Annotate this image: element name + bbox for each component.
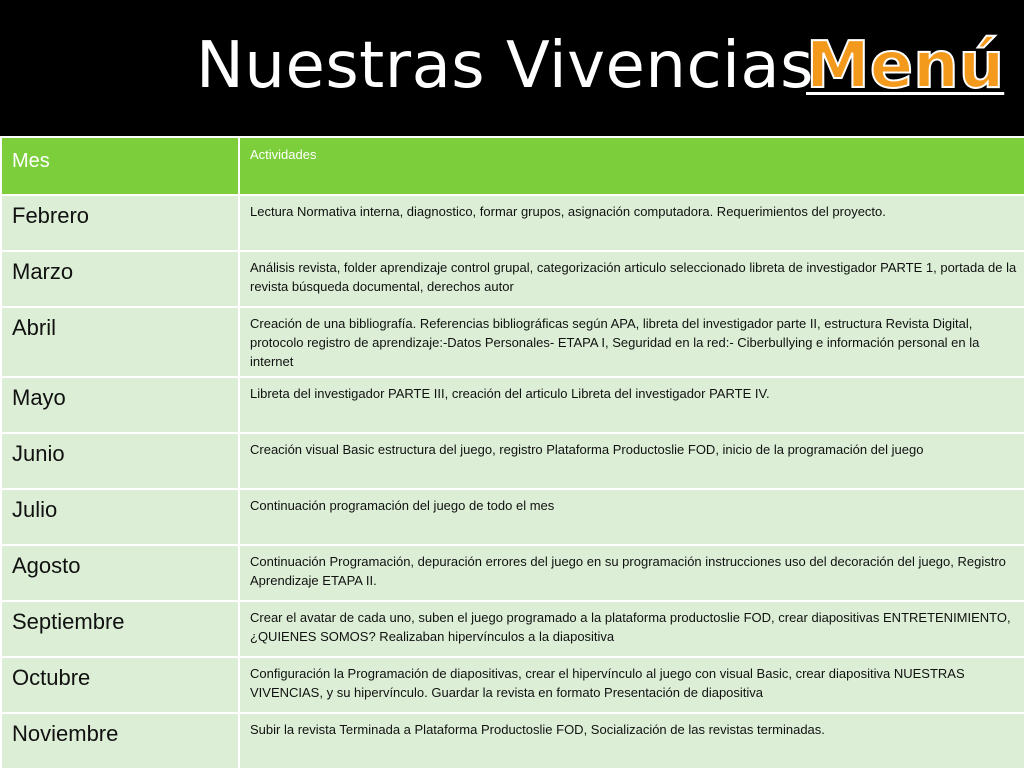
activities-cell: Creación de una bibliografía. Referencias bibliográficas según APA, libreta del investigador parte II, estructura Revista Digital, protocolo registro de aprendizaje:-Datos Personales- ETAPA I, Seguridad en la red:- Ciberbullying e información personal en la internet (239, 307, 1024, 377)
month-cell: Julio (1, 489, 239, 545)
month-cell: Octubre (1, 657, 239, 713)
menu-link[interactable]: Menú (806, 29, 1005, 103)
month-cell: Febrero (1, 195, 239, 251)
table-row (1, 433, 1024, 489)
column-header-mes: Mes (1, 137, 239, 195)
slide-header (0, 0, 1024, 136)
slide-title: Nuestras Vivencias (196, 29, 814, 103)
month-cell: Noviembre (1, 713, 239, 769)
activities-cell: Configuración la Programación de diapositivas, crear el hipervínculo al juego con visual Basic, crear diapositiva NUESTRAS VIVENCIAS, y su hipervínculo. Guardar la revista en formato Presentación de diapositiva (239, 657, 1024, 713)
month-cell: Agosto (1, 545, 239, 601)
activities-cell: Lectura Normativa interna, diagnostico, formar grupos, asignación computadora. Requerimientos del proyecto. (239, 195, 1024, 251)
month-cell: Marzo (1, 251, 239, 307)
table-row (1, 307, 1024, 377)
table-row (1, 489, 1024, 545)
table-row (1, 195, 1024, 251)
activities-cell: Crear el avatar de cada uno, suben el juego programado a la plataforma productoslie FOD, crear diapositivas ENTRETENIMIENTO, ¿QUIENES SOMOS? Realizaban hipervínculos a la diapositiva (239, 601, 1024, 657)
table-row (1, 713, 1024, 769)
table-row (1, 545, 1024, 601)
table-header-row (1, 137, 1024, 195)
activities-cell: Continuación programación del juego de todo el mes (239, 489, 1024, 545)
month-cell: Abril (1, 307, 239, 377)
activities-cell: Subir la revista Terminada a Plataforma Productoslie FOD, Socialización de las revistas terminadas. (239, 713, 1024, 769)
table-row (1, 657, 1024, 713)
activities-cell: Creación visual Basic estructura del juego, registro Plataforma Productoslie FOD, inicio de la programación del juego (239, 433, 1024, 489)
column-header-actividades: Actividades (239, 137, 1024, 195)
activities-cell: Libreta del investigador PARTE III, creación del articulo Libreta del investigador PARTE IV. (239, 377, 1024, 433)
month-cell: Septiembre (1, 601, 239, 657)
table-row (1, 251, 1024, 307)
month-cell: Mayo (1, 377, 239, 433)
table-row (1, 377, 1024, 433)
month-cell: Junio (1, 433, 239, 489)
activities-cell: Continuación Programación, depuración errores del juego en su programación instrucciones uso del decoración del juego, Registro Aprendizaje ETAPA II. (239, 545, 1024, 601)
table-row (1, 601, 1024, 657)
activities-table (0, 136, 1024, 770)
activities-cell: Análisis revista, folder aprendizaje control grupal, categorización articulo seleccionado libreta de investigador PARTE 1, portada de la revista búsqueda documental, derechos autor (239, 251, 1024, 307)
